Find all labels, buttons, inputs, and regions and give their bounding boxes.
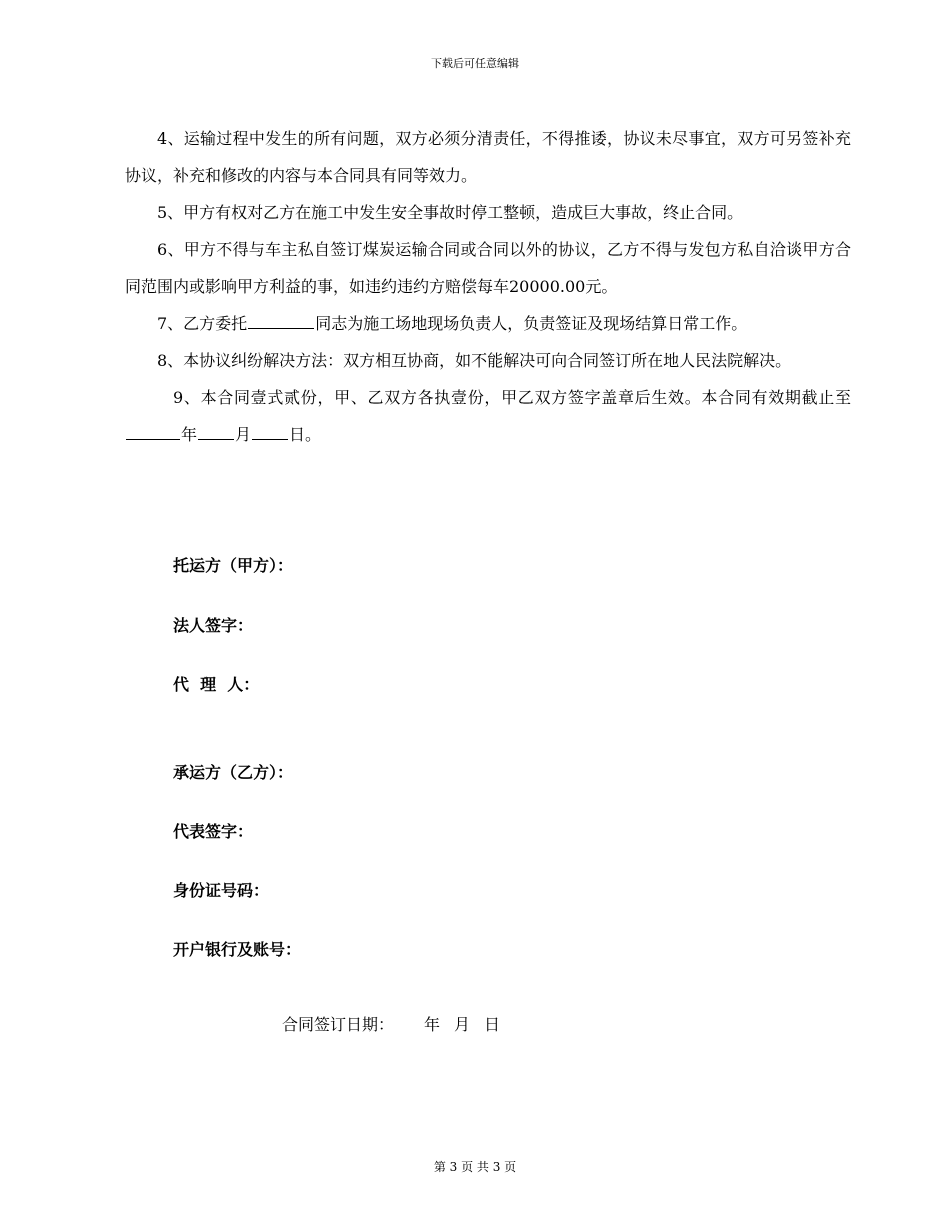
- party-b-label: 承运方（乙方）：: [173, 763, 294, 782]
- rep-sign-label: 代表签字：: [173, 822, 254, 841]
- clause-9-month: 月: [235, 425, 252, 444]
- signing-date-year: 年: [424, 1015, 441, 1034]
- clause-6: 6、甲方不得与车主私自签订煤炭运输合同或合同以外的协议，乙方不得与发包方私自洽谈甲方合同范围内或影响甲方利益的事，如违约违约方赔偿每车20000.00元。: [125, 240, 851, 296]
- clause-5: 5、甲方有权对乙方在施工中发生安全事故时停工整顿，造成巨大事故，终止合同。: [157, 203, 744, 222]
- legal-rep-label: 法人签字：: [173, 616, 254, 635]
- page-header: 下载后可任意编辑: [431, 57, 519, 70]
- signing-date-day: 日: [484, 1015, 501, 1034]
- expiry-day-blank[interactable]: [252, 421, 288, 440]
- agent-label: 代 理 人：: [173, 675, 260, 694]
- signing-date-month: 月: [454, 1015, 471, 1034]
- clause-7: [125, 305, 851, 342]
- party-a-label: 托运方（甲方）：: [173, 556, 294, 575]
- expiry-month-blank[interactable]: [198, 421, 234, 440]
- clause-4: 4、运输过程中发生的所有问题，双方必须分清责任，不得推诿，协议未尽事宜，双方可另签补充协议，补充和修改的内容与本合同具有同等效力。: [125, 129, 851, 185]
- page-footer: 第 3 页 共 3 页: [433, 1160, 517, 1174]
- clause-9-year: 年: [181, 425, 198, 444]
- clause-9-day: 日。: [289, 425, 322, 444]
- clause-9: [125, 379, 851, 453]
- clause-7-suffix: 同志为施工场地现场负责人，负责签证及现场结算日常工作。: [315, 314, 748, 333]
- contract-clauses: [125, 120, 851, 453]
- expiry-year-blank[interactable]: [126, 421, 180, 440]
- signing-date-line: [282, 1012, 500, 1035]
- clause-9-prefix: 9、本合同壹式贰份，甲、乙双方各执壹份，甲乙双方签字盖章后生效。本合同有效期截止至: [173, 388, 851, 407]
- bank-account-label: 开户银行及账号：: [173, 940, 302, 959]
- clause-8: 8、本协议纠纷解决方法：双方相互协商，如不能解决可向合同签订所在地人民法院解决。: [157, 351, 792, 370]
- clause-7-prefix: 7、乙方委托: [157, 314, 248, 333]
- agent-name-blank[interactable]: [248, 310, 314, 329]
- id-number-label: 身份证号码：: [173, 881, 270, 900]
- signing-date-label: 合同签订日期：: [282, 1015, 395, 1034]
